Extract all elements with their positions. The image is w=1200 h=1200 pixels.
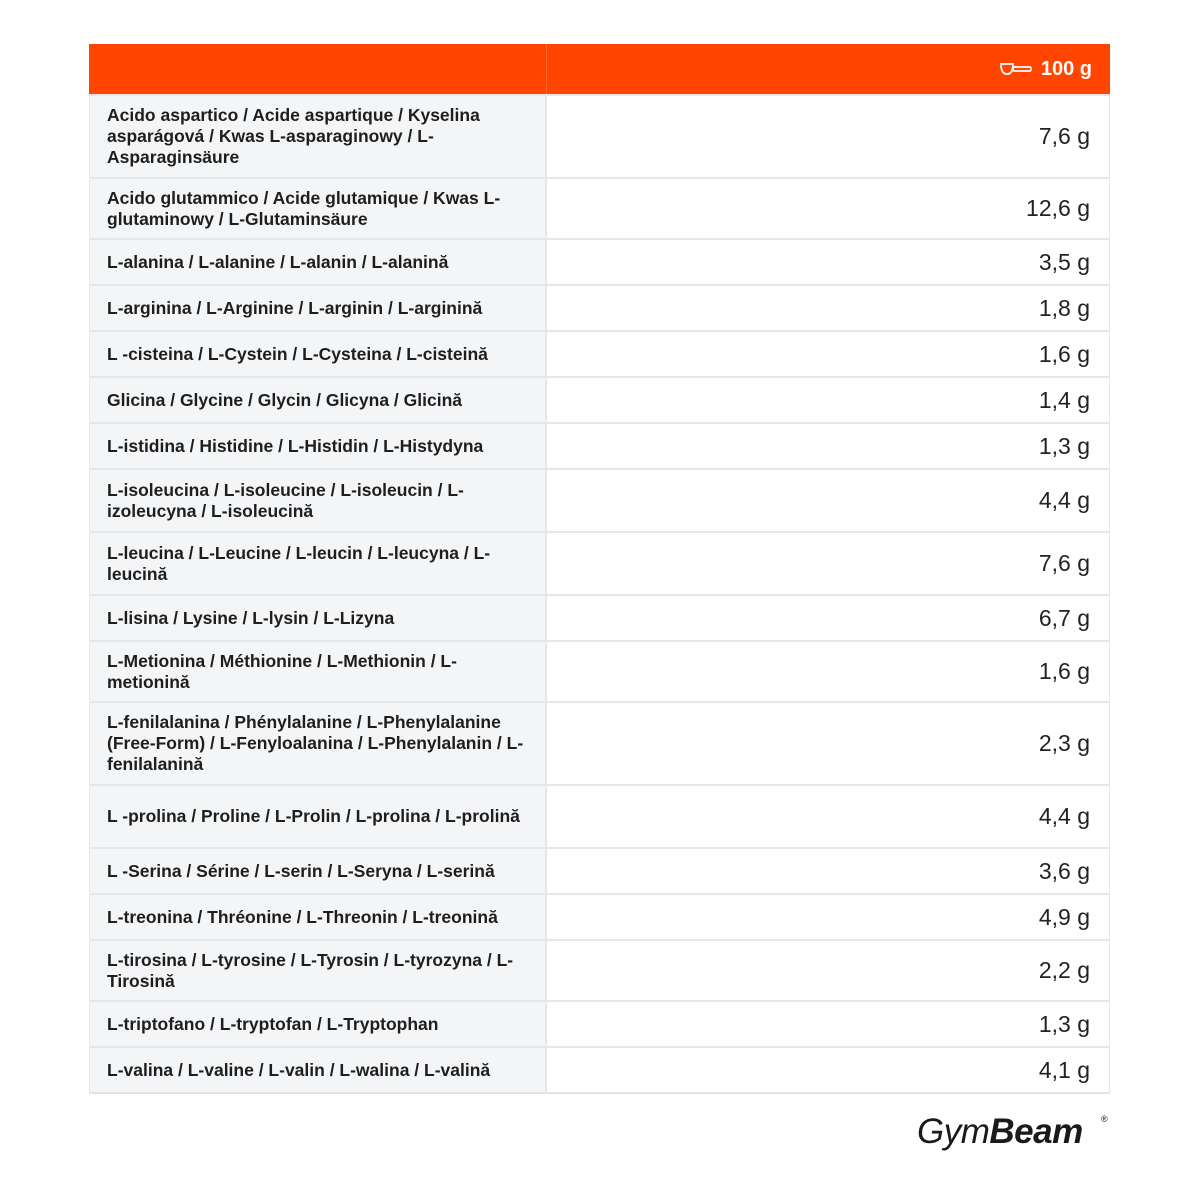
nutrient-name: Glicina / Glycine / Glycin / Glicyna / Glicină [89, 378, 547, 422]
nutrient-name: L-alanina / L-alanine / L-alanin / L-alanină [89, 240, 547, 284]
nutrient-name: L-triptofano / L-tryptofan / L-Tryptophan [89, 1002, 547, 1046]
table-row [89, 531, 1110, 594]
table-row [89, 847, 1110, 893]
nutrient-name: L-tirosina / L-tyrosine / L-Tyrosin / L-tyrozyna / L-Tirosină [89, 941, 547, 1000]
nutrient-name: L-valina / L-valine / L-valin / L-walina / L-valină [89, 1048, 547, 1092]
nutrient-value: 3,6 g [547, 849, 1110, 893]
nutrient-name: L-treonina / Thréonine / L-Threonin / L-treonină [89, 895, 547, 939]
nutrient-name: L-arginina / L-Arginine / L-arginin / L-arginină [89, 286, 547, 330]
table-row [89, 893, 1110, 939]
nutrient-name: L-istidina / Histidine / L-Histidin / L-Histydyna [89, 424, 547, 468]
nutrient-value: 12,6 g [547, 179, 1110, 238]
table-row [89, 468, 1110, 531]
nutrient-value: 3,5 g [547, 240, 1110, 284]
nutrient-value: 2,3 g [547, 703, 1110, 784]
table-row [89, 701, 1110, 784]
table-row [89, 939, 1110, 1000]
nutrient-name: L-fenilalanina / Phénylalanine / L-Phenylalanine (Free-Form) / L-Fenyloalanina / L-Phenylalanin / L-fenilalanină [89, 703, 547, 784]
nutrient-value: 1,4 g [547, 378, 1110, 422]
nutrient-name: L -prolina / Proline / L-Prolin / L-prolina / L-prolină [89, 786, 547, 847]
table-row [89, 284, 1110, 330]
table-body [89, 94, 1110, 1094]
table-row [89, 1000, 1110, 1046]
table-row [89, 1046, 1110, 1092]
nutrient-name: Acido glutammico / Acide glutamique / Kwas L-glutaminowy / L-Glutaminsäure [89, 179, 547, 238]
table-row [89, 376, 1110, 422]
nutrient-value: 6,7 g [547, 596, 1110, 640]
registered-mark: ® [1101, 1114, 1108, 1124]
table-row [89, 177, 1110, 238]
table-row [89, 238, 1110, 284]
nutrient-name: L -cisteina / L-Cystein / L-Cysteina / L-cisteină [89, 332, 547, 376]
table-row [89, 640, 1110, 701]
nutrient-value: 1,3 g [547, 1002, 1110, 1046]
nutrient-value: 2,2 g [547, 941, 1110, 1000]
amino-acid-table [89, 44, 1110, 1094]
nutrient-name: L-isoleucina / L-isoleucine / L-isoleucin / L-izoleucyna / L-isoleucină [89, 470, 547, 531]
table-row [89, 594, 1110, 640]
logo-text-beam: Beam [989, 1112, 1083, 1151]
nutrient-name: Acido aspartico / Acide aspartique / Kyselina asparágová / Kwas L-asparaginowy / L-Asparaginsäure [89, 96, 547, 177]
nutrient-name: L-lisina / Lysine / L-lysin / L-Lizyna [89, 596, 547, 640]
table-row [89, 94, 1110, 177]
gymbeam-logo [917, 1112, 1117, 1156]
nutrient-name: L-Metionina / Méthionine / L-Methionin / L-metionină [89, 642, 547, 701]
header-empty-cell [89, 44, 547, 94]
nutrient-value: 4,9 g [547, 895, 1110, 939]
serving-label: 100 g [1040, 57, 1092, 80]
table-row [89, 422, 1110, 468]
table-header [89, 44, 1110, 94]
nutrient-value: 1,6 g [547, 332, 1110, 376]
scoop-icon [999, 61, 1033, 77]
nutrient-value: 1,6 g [547, 642, 1110, 701]
logo-text-gym: Gym [917, 1112, 990, 1151]
nutrient-value: 4,1 g [547, 1048, 1110, 1092]
nutrient-value: 4,4 g [547, 786, 1110, 847]
nutrient-name: L-leucina / L-Leucine / L-leucin / L-leucyna / L-leucină [89, 533, 547, 594]
nutrient-value: 4,4 g [547, 470, 1110, 531]
nutrient-value: 7,6 g [547, 533, 1110, 594]
nutrient-value: 7,6 g [547, 96, 1110, 177]
nutrient-name: L -Serina / Sérine / L-serin / L-Seryna / L-serină [89, 849, 547, 893]
table-row [89, 330, 1110, 376]
nutrient-value: 1,3 g [547, 424, 1110, 468]
header-serving-cell [547, 44, 1110, 94]
table-row [89, 784, 1110, 847]
nutrient-value: 1,8 g [547, 286, 1110, 330]
